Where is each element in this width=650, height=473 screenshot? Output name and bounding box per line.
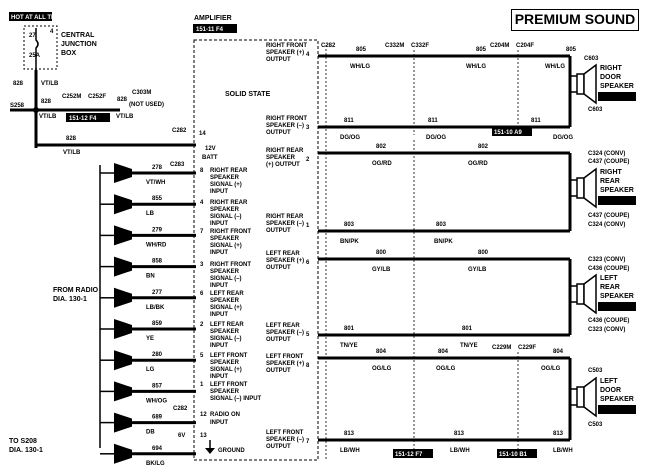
speaker-wire-number: 811	[531, 118, 541, 124]
amp-input-label: SPEAKER	[210, 269, 240, 275]
amp-input-label: SIGNAL (+)	[210, 305, 242, 311]
radio-pin-letter: J	[120, 451, 124, 459]
amp-output-label: OUTPUT	[266, 228, 291, 234]
speaker-name: DOOR	[600, 74, 621, 81]
amp-output-label: SPEAKER (+)	[266, 258, 305, 264]
amp-output-labels	[266, 43, 310, 450]
amp-input-label: LEFT FRONT	[210, 353, 248, 359]
amp-output-label: SPEAKER (+)	[266, 50, 305, 56]
amp-input-label: INPUT	[210, 312, 228, 318]
amp-output-label: OUTPUT	[266, 337, 291, 343]
amp-output-pin: 4	[306, 52, 310, 58]
radio-pin-letter: B	[120, 201, 126, 209]
speaker-name: REAR	[600, 284, 620, 291]
wire-828-label: 828	[13, 81, 24, 87]
conn-c282: C282	[321, 43, 336, 49]
amp-output-label: (+) OUTPUT	[266, 162, 300, 168]
amp-output-label: LEFT FRONT	[266, 354, 304, 360]
radio-conn-c283: C283	[170, 162, 185, 168]
wire-828-branch: 828	[41, 99, 52, 105]
diagram-title: PREMIUM SOUND	[511, 9, 639, 31]
amp-output-label: SPEAKER (+)	[266, 361, 305, 367]
speaker-icon	[577, 284, 584, 304]
radio-wire-number: 277	[152, 289, 163, 296]
amp-input-label: LEFT FRONT	[210, 382, 248, 388]
ground-pin: 13	[200, 433, 207, 439]
ground-label: GROUND	[218, 448, 245, 454]
speaker-wire-number: 803	[436, 222, 447, 228]
ground-icon	[205, 448, 215, 454]
radio-6v: 6V	[178, 433, 186, 439]
fuse-symbol	[36, 28, 38, 70]
speaker-conn-label: C437 (COUPE)	[588, 213, 630, 219]
speaker-wire-number: 805	[476, 47, 487, 53]
radio-pin-terminal	[114, 413, 132, 433]
radio-wire-number: 859	[152, 321, 163, 327]
amp-batt: BATT	[202, 155, 218, 161]
conn-c303m: C303M	[132, 90, 152, 96]
speaker-conn-label: C323 (CONV)	[588, 327, 626, 333]
speaker-lf	[570, 358, 636, 440]
fuse-number: 27	[29, 33, 36, 39]
amp-input-label: RIGHT REAR	[210, 200, 248, 206]
speaker-ref: 151-14 C1	[600, 408, 629, 414]
radio-pin-letter: I	[120, 420, 122, 428]
amp-input-label: INPUT	[210, 374, 228, 380]
speaker-wire-color: WH/LG	[350, 64, 370, 70]
speaker-wire-color: OG/RD	[372, 161, 392, 167]
amp-output-label: OUTPUT	[266, 130, 291, 136]
amp-input-pin: 8	[200, 168, 204, 174]
radio-pin-letter: G	[120, 357, 126, 365]
speaker-wire-color: TN/YE	[460, 343, 478, 349]
speaker-icon	[577, 387, 584, 407]
speaker-conn-label: C324 (CONV)	[588, 151, 626, 157]
conn-c332m: C332M	[385, 43, 405, 49]
amp-output-pin: 8	[306, 363, 310, 369]
amp-input-label: SIGNAL (–)	[210, 214, 242, 220]
speaker-rf	[570, 56, 636, 127]
amp-ref: 151-11 F4	[196, 27, 224, 33]
amp-input-label: SIGNAL (+)	[210, 367, 242, 373]
amp-output-label: SPEAKER (–)	[266, 221, 305, 227]
speaker-conn-label: C323 (CONV)	[588, 257, 626, 263]
amp-output-pin: 3	[306, 125, 310, 131]
not-used-label: (NOT USED)	[129, 102, 164, 108]
ref-151-10-a9: 151-10 A9	[494, 130, 522, 136]
fuse-amp: 25A	[29, 53, 41, 59]
conn-c252m: C252M	[62, 94, 82, 100]
amp-input-label: INPUT	[210, 189, 228, 195]
amp-input-pin: 2	[200, 322, 204, 328]
speaker-name: SPEAKER	[600, 187, 634, 194]
speaker-wire-color: LB/WH	[450, 448, 470, 454]
amp-input-label: SIGNAL (+)	[210, 243, 242, 249]
conn-c229f: C229F	[518, 345, 537, 351]
amp-input-label: RIGHT FRONT	[210, 229, 251, 235]
radio-wire-color: YE	[146, 336, 155, 342]
amp-input-label: SPEAKER	[210, 207, 240, 213]
wire-vtlb-nu: VT/LB	[116, 114, 134, 120]
speaker-cone-icon	[584, 378, 596, 416]
radio-wire-color: LB/BK	[146, 304, 165, 311]
speaker-wire-color: LB/WH	[340, 448, 360, 454]
amp-pin-14: 14	[199, 131, 206, 137]
speaker-name: REAR	[600, 178, 620, 185]
radio-conn-c282: C282	[173, 406, 188, 412]
speaker-wire-color: WH/LG	[466, 64, 486, 70]
speaker-wire-number: 813	[344, 431, 355, 437]
radio-wire-color: VT/WH	[146, 180, 166, 186]
amp-output-label: RIGHT FRONT	[266, 43, 307, 49]
wire-vtlb-branch: VT/LB	[39, 114, 57, 120]
amp-output-pin: 6	[306, 260, 310, 266]
cjb-pin: 4	[50, 29, 54, 35]
speaker-ref: 151-14 A5	[600, 95, 628, 101]
amp-input-label: SIGNAL (–)	[210, 276, 242, 282]
speaker-wire-color: BN/PK	[434, 239, 453, 245]
amp-output-label: LEFT REAR	[266, 323, 300, 329]
wire-828-amp: 828	[66, 136, 77, 142]
radio-pin-letter: A	[120, 170, 126, 178]
amp-input-label: LEFT REAR	[210, 291, 244, 297]
speaker-cone-icon	[584, 65, 596, 103]
amp-input-label: SPEAKER	[210, 360, 240, 366]
speaker-cone-icon	[584, 275, 596, 313]
radio-wire-number: 857	[152, 383, 163, 390]
amp-input-label: INPUT	[210, 283, 228, 289]
speaker-ref: 151-13 F5	[600, 305, 628, 311]
amp-output-label: SPEAKER (–)	[266, 437, 305, 443]
speaker-wire-number: 811	[344, 118, 354, 124]
speaker-wires	[318, 47, 577, 454]
speaker-conn-label: C503	[588, 368, 603, 374]
amp-input-pin: 3	[200, 262, 204, 268]
radio-wire-color: LB	[146, 211, 154, 218]
ref-151-12-f4: 151-12 F4	[69, 116, 97, 122]
amp-input-pin: 1	[200, 382, 204, 388]
radio-wire-color: DB	[146, 429, 155, 436]
speaker-wire-number: 802	[376, 144, 387, 150]
speaker-icon	[577, 74, 584, 94]
splice-label: S258	[10, 103, 25, 109]
amp-input-label: LEFT REAR	[210, 322, 244, 328]
speaker-wire-color: GY/LB	[468, 267, 487, 273]
speaker-wire-color: TN/YE	[340, 343, 358, 349]
amp-input-pin: 7	[200, 229, 204, 235]
radio-pin-letter: H	[120, 388, 126, 396]
radio-wire-number: 280	[152, 352, 163, 359]
amp-input-label: SPEAKER	[210, 329, 240, 335]
speaker-wire-color: DG/OG	[340, 135, 361, 141]
speaker-wire-number: 804	[438, 349, 449, 355]
radio-wire-number: 855	[152, 196, 163, 203]
amp-input-labels	[200, 168, 262, 402]
speaker-wire-color: GY/LB	[372, 267, 391, 273]
amp-output-label: RIGHT REAR	[266, 214, 304, 220]
radio-wire-color: LG	[146, 367, 155, 374]
wire-vtlb-label: VT/LB	[41, 81, 59, 87]
radio-pin-letter: E	[120, 295, 125, 303]
speaker-rr	[570, 151, 636, 231]
cjb-label-1: CENTRAL	[61, 32, 95, 39]
speaker-icon	[577, 178, 584, 198]
speaker-wire-number: 801	[344, 326, 355, 332]
speaker-wire-number: 805	[356, 47, 367, 53]
radio-wire-color: WH/RD	[146, 242, 167, 249]
radio-on-l1: RADIO ON	[210, 412, 240, 418]
radio-pin-letter: F	[120, 326, 125, 334]
amp-input-label: SIGNAL (–)	[210, 336, 242, 342]
speaker-wire-number: 813	[553, 431, 564, 437]
speaker-name: SPEAKER	[600, 83, 634, 90]
cjb-label-3: BOX	[61, 50, 77, 57]
amp-output-pin: 7	[306, 439, 310, 445]
radio-wire-color: WH/OG	[146, 398, 167, 405]
ref-151-10-b1: 151-10 B1	[499, 452, 528, 458]
radio-on-l2: INPUT	[210, 420, 228, 426]
amp-output-label: OUTPUT	[266, 265, 291, 271]
amp-output-label: RIGHT REAR	[266, 148, 304, 154]
speaker-conn-label: C437 (COUPE)	[588, 159, 630, 165]
speaker-name: DOOR	[600, 387, 621, 394]
radio-wire-number: 858	[152, 258, 163, 265]
amp-output-label: SPEAKER (–)	[266, 330, 305, 336]
speaker-wire-color: OG/LG	[436, 366, 456, 372]
speaker-conn-label: C436 (COUPE)	[588, 318, 630, 324]
amp-input-pin: 6	[200, 291, 204, 297]
speaker-name: SPEAKER	[600, 293, 634, 300]
amp-input-label: SPEAKER	[210, 389, 240, 395]
speaker-name: LEFT	[600, 378, 618, 385]
wire-828-nu: 828	[117, 97, 128, 103]
hot-label: HOT AT ALL TIMES	[11, 15, 66, 21]
speaker-conn-label: C503	[588, 422, 603, 428]
amp-input-label: RIGHT REAR	[210, 168, 248, 174]
amp-solid-state: SOLID STATE	[225, 91, 271, 98]
speaker-wire-color: DG/OG	[426, 135, 447, 141]
speaker-conn-label: C603	[588, 107, 603, 113]
radio-wire-number: 279	[152, 227, 163, 234]
conn-c204f: C204F	[516, 43, 535, 49]
amp-output-label: OUTPUT	[266, 57, 291, 63]
speaker-wire-number: 804	[376, 349, 387, 355]
speaker-wire-color: OG/LG	[541, 366, 561, 372]
speaker-wire-color: OG/LG	[372, 366, 392, 372]
amp-output-label: OUTPUT	[266, 368, 291, 374]
amp-input-label: INPUT	[210, 343, 228, 349]
speaker-wire-number: 805	[566, 47, 577, 53]
amp-input-label: SPEAKER	[210, 236, 240, 242]
cjb-label-2: JUNCTION	[61, 41, 97, 48]
amp-input-label: SPEAKER	[210, 298, 240, 304]
conn-c282-power: C282	[172, 128, 187, 134]
amp-input-pin: 5	[200, 353, 204, 359]
amp-output-label: LEFT FRONT	[266, 430, 304, 436]
radio-wire-number: 689	[152, 414, 163, 421]
speaker-wire-number: 800	[376, 250, 387, 256]
wire-vtlb-amp: VT/LB	[63, 150, 81, 156]
speaker-wire-color: WH/LG	[545, 64, 565, 70]
radio-pins	[100, 163, 196, 467]
conn-c229m: C229M	[492, 345, 512, 351]
radio-wire-color: BK/LG	[146, 460, 165, 467]
speaker-wire-number: 800	[478, 250, 489, 256]
amp-input-label: SPEAKER	[210, 175, 240, 181]
amp-input-label: SIGNAL (–) INPUT	[210, 396, 262, 402]
amplifier-label: AMPLIFIER	[194, 15, 232, 22]
speaker-conn-label: C603	[584, 56, 599, 62]
amp-12v: 12V	[205, 146, 216, 152]
conn-c332f: C332F	[411, 43, 430, 49]
radio-wire-number: 278	[152, 165, 163, 171]
amp-output-label: RIGHT FRONT	[266, 116, 307, 122]
speaker-wire-number: 811	[428, 118, 438, 124]
amp-input-label: INPUT	[210, 250, 228, 256]
conn-c204m: C204M	[490, 43, 510, 49]
speaker-lr	[570, 257, 636, 335]
speaker-wire-color: LB/WH	[553, 448, 573, 454]
speaker-ref: 151-13 A9	[600, 199, 628, 205]
amp-input-label: INPUT	[210, 221, 228, 227]
speaker-wire-color: OG/RD	[468, 161, 488, 167]
speaker-wire-color: DG/OG	[553, 135, 574, 141]
speaker-conn-label: C436 (COUPE)	[588, 266, 630, 272]
radio-wire-color: BN	[146, 273, 155, 280]
speaker-wire-number: 813	[454, 431, 465, 437]
speaker-name: RIGHT	[600, 169, 622, 176]
radio-pin-letter: D	[120, 264, 126, 272]
from-radio-dia: DIA. 130-1	[53, 296, 87, 303]
amp-output-pin: 2	[306, 157, 310, 163]
to-s208-dia: DIA. 130-1	[9, 447, 43, 454]
ref-151-12-f7: 151-12 F7	[395, 452, 423, 458]
speaker-wire-number: 803	[344, 222, 355, 228]
from-radio-label: FROM RADIO	[53, 287, 99, 294]
speaker-wire-color: BN/PK	[340, 239, 359, 245]
amp-input-label: SIGNAL (+)	[210, 182, 242, 188]
amp-input-label: RIGHT FRONT	[210, 262, 251, 268]
amp-output-label: LEFT REAR	[266, 251, 300, 257]
amp-input-pin: 4	[200, 200, 204, 206]
amp-output-label: OUTPUT	[266, 444, 291, 450]
speaker-cone-icon	[584, 169, 596, 207]
radio-wire-number: 694	[152, 445, 163, 452]
speaker-conn-label: C324 (CONV)	[588, 222, 626, 228]
speaker-name: SPEAKER	[600, 396, 634, 403]
conn-c252f: C252F	[88, 94, 107, 100]
speakers	[570, 56, 636, 440]
speaker-name: LEFT	[600, 275, 618, 282]
amp-output-pin: 1	[306, 223, 310, 229]
speaker-name: RIGHT	[600, 65, 622, 72]
amp-output-label: SPEAKER (–)	[266, 123, 305, 129]
amp-output-pin: 5	[306, 332, 310, 338]
speaker-wire-number: 801	[462, 326, 473, 332]
speaker-wire-number: 804	[553, 349, 564, 355]
speaker-wire-number: 802	[478, 144, 489, 150]
to-s208-label: TO S208	[9, 438, 37, 445]
amp-output-label: SPEAKER	[266, 155, 296, 161]
radio-pin-letter: C	[120, 232, 126, 240]
radio-on-pin: 12	[200, 412, 207, 418]
